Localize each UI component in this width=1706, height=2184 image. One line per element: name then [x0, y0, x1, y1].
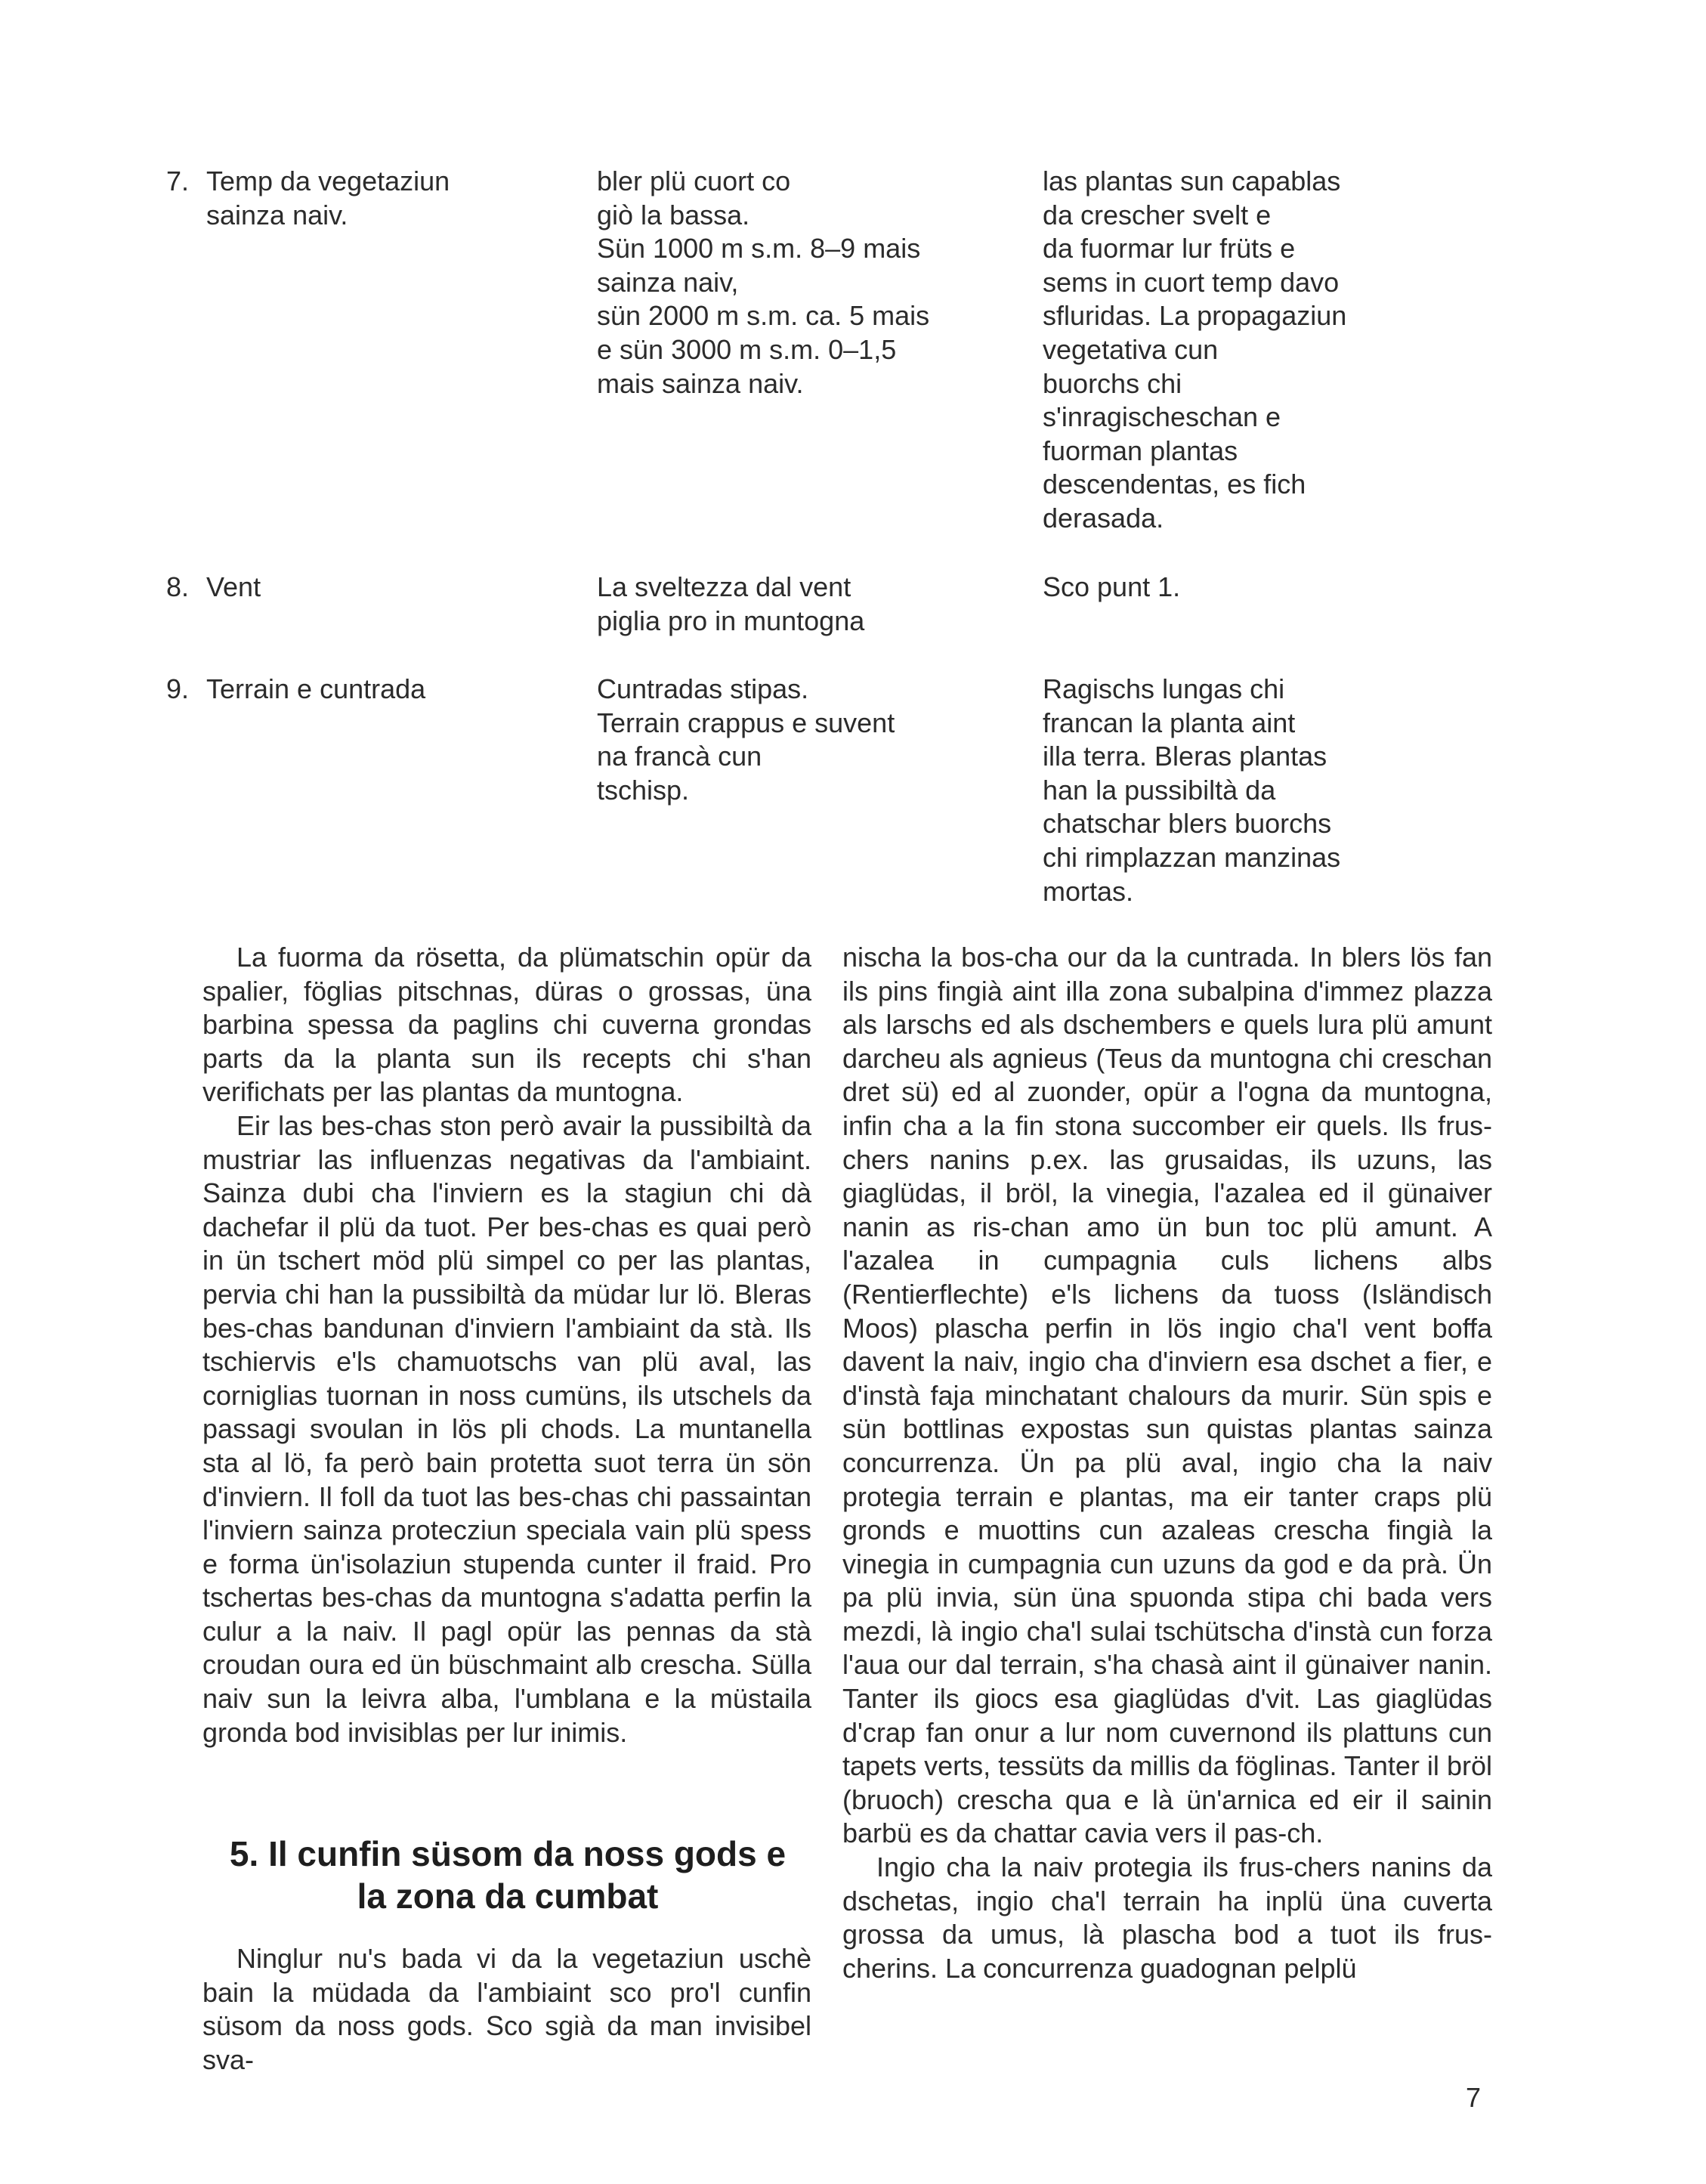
- row-adaptation: las plantas sun capablas da crescher svelt e da fuormar lur früts e sems in cuort temp davo sfluridas. La propagaziun vegetativa cun buorchs chi s'inragischeschan e fuorman plantas descendentas, es fich derasada.: [1043, 166, 1347, 534]
- paragraph: La fuorma da rösetta, da plümatschin opür da spalier, föglias pitschnas, düras o grossas, üna barbina spessa da paglins chi cuverna grondas parts da la planta sun ils recepts chi s'han verifichats per las plantas da muntogna.: [202, 942, 811, 1108]
- row-label: 7. Temp da vegetaziun sainza naiv.: [166, 166, 450, 230]
- left-column-continuation: [202, 1942, 811, 2077]
- page-number: 7: [1466, 2082, 1482, 2113]
- paragraph: Eir las bes-chas ston però avair la pussibiltà da mustriar las influenzas negativas da l'ambiaint. Sainza dubi cha l'inviern es la stagiun chi dà dachefar il plü da tuot. Per bes-chas es quai però in ün tschert möd plü simpel co per las plantas, pervia chi han la pussibiltà da müdar lur lö. Bleras bes-chas bandunan d'inviern l'ambiaint da stà. Ils tschiervis e'ls chamuotschs van plü aval, las corniglias tuornan in noss cumüns, ils utschels da passagi svoulan in lös pli chods. La muntanella sta al lö, fa però bain protetta suot terra ün sön d'inviern. Il foll da tuot las bes-chas chi passaintan l'inviern sainza protecziun speciala vain plü spess e forma ün'isolaziun stupenda cunter il fraid. Pro tschertas bes-chas da muntogna s'adatta perfin la culur a la naiv. Il pagl opür las pennas da stà croudan oura ed ün büschmaint alb crescha. Sülla naiv sun la leivra alba, l'umblana e la müstaila gronda bod invisiblas per lur inimis.: [202, 1109, 811, 1748]
- left-column: [202, 941, 811, 1749]
- row-number: 8.: [166, 571, 190, 602]
- section-heading: 5. Il cunfin süsom da noss gods e la zona da cumbat: [229, 1834, 787, 1916]
- paragraph: nischa la bos-cha our da la cuntrada. In blers lös fan ils pins fingià aint illa zona subalpina d'immez plazza als larschs ed als dschembers e quels lura plü amunt darcheu als agnieus (Teus da muntogna chi creschan dret sü) ed al zuonder, opür a l'ogna da muntogna, infin cha a la fin stona succomber eir quels. Ils frus-chers nanins p.ex. las grusaidas, ils uzuns, las giaglüdas, il bröl, la vinegia, l'azalea ed il günaiver nanin as ris-chan amo ün bun toc plü amunt. A l'azalea in cumpagnia culs lichens albs (Rentierflechte) e'ls lichens da tuoss (Isländisch Moos) plascha perfin in lös ingio cha'l vent boffa davent la naiv, ingio cha d'inviern esa dschet a fier, e d'instà faja minchatant chalours da murir. Sün spis e sün bottlinas expostas sun quistas plantas sainza concurrenza. Ün pa plü aval, ingio cha la naiv protegia terrain e plantas, ma eir tanter craps plü gronds e muottins cun azaleas crescha fingià la vinegia in cumpagnia cun uzuns da god e da prà. Ün pa plü invia, sün üna spuonda stipa chi bada vers mezdi, là ingio cha'l sulai tschütscha d'instà cun forza l'aua our dal terrain, s'ha chasà aint il günaiver nanin. Tanter ils giocs esa giaglüdas d'vit. Las giaglüdas d'crap fan onur a lur nom cuvernond ils plattuns cun tapets verts, tessüts da millis da föglinas. Tanter il bröl (bruoch) crescha qua e là ün'arnica ed eir il sainin barbü es da chattar cavia vers il pas-ch.: [842, 942, 1492, 1849]
- row-condition: bler plü cuort co giò la bassa. Sün 1000 m s.m. 8–9 mais sainza naiv, sün 2000 m s.m. ca. 5 mais e sün 3000 m s.m. 0–1,5 mais sainza naiv.: [597, 166, 930, 399]
- row-adaptation: Sco punt 1.: [1043, 571, 1181, 602]
- row-condition: La sveltezza dal vent piglia pro in muntogna: [597, 571, 865, 636]
- row-label: 8. Vent: [166, 571, 559, 605]
- row-label: 9. Terrain e cuntrada: [166, 673, 559, 707]
- row-number: 7.: [166, 166, 190, 196]
- row-condition: Cuntradas stipas. Terrain crappus e suvent na francà cun tschisp.: [597, 673, 895, 806]
- right-column: [842, 941, 1492, 1985]
- paragraph: Ninglur nu's bada vi da la vegetaziun uschè bain la müdada da l'ambiaint sco pro'l cunfin süsom da noss gods. Sco sgià da man invisibel sva-: [202, 1943, 811, 2075]
- row-adaptation: Ragischs lungas chi francan la planta aint illa terra. Bleras plantas han la pussibiltà da chatschar blers buorchs chi rimplazzan manzinas mortas.: [1043, 673, 1341, 907]
- paragraph: Ingio cha la naiv protegia ils frus-chers nanins da dschetas, ingio cha'l terrain ha inplü üna cuverta grossa da umus, là plascha bod a tuot ils frus-cherins. La concurrenza guadognan pelplü: [842, 1851, 1492, 1984]
- row-number: 9.: [166, 673, 190, 704]
